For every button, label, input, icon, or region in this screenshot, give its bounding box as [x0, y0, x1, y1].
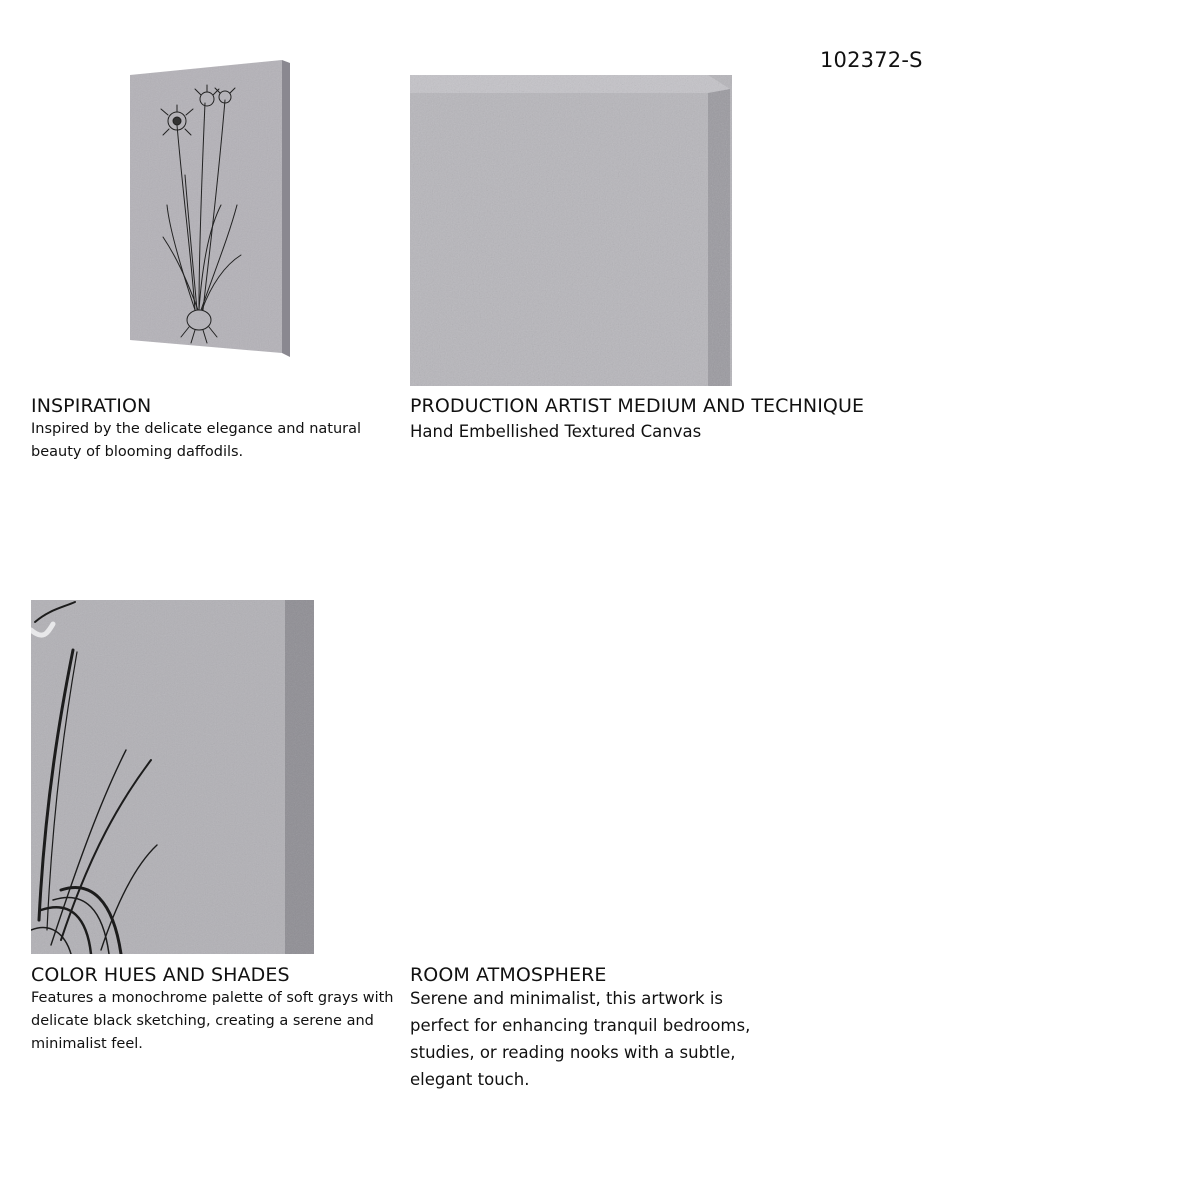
inspiration-title: INSPIRATION	[31, 395, 152, 417]
production-title: PRODUCTION ARTIST MEDIUM AND TECHNIQUE	[410, 395, 865, 417]
product-sku: 102372-S	[820, 48, 923, 72]
canvas-texture-closeup-image	[410, 75, 732, 386]
canvas-detail-closeup-image	[31, 600, 314, 954]
room-atmosphere-title: ROOM ATMOSPHERE	[410, 964, 607, 986]
inspiration-text: Inspired by the delicate elegance and natural beauty of blooming daffodils.	[31, 421, 362, 460]
color-text: Features a monochrome palette of soft grays with delicate black sketching, creating a serene and minimalist feel.	[31, 990, 394, 1052]
color-title: COLOR HUES AND SHADES	[31, 964, 290, 986]
canvas-full-view-image	[125, 55, 295, 360]
production-text: Hand Embellished Textured Canvas	[410, 422, 702, 441]
room-atmosphere-text: Serene and minimalist, this artwork is perfect for enhancing tranquil bedrooms, studies, or reading nooks with a subtle, elegant touch.	[410, 989, 751, 1089]
